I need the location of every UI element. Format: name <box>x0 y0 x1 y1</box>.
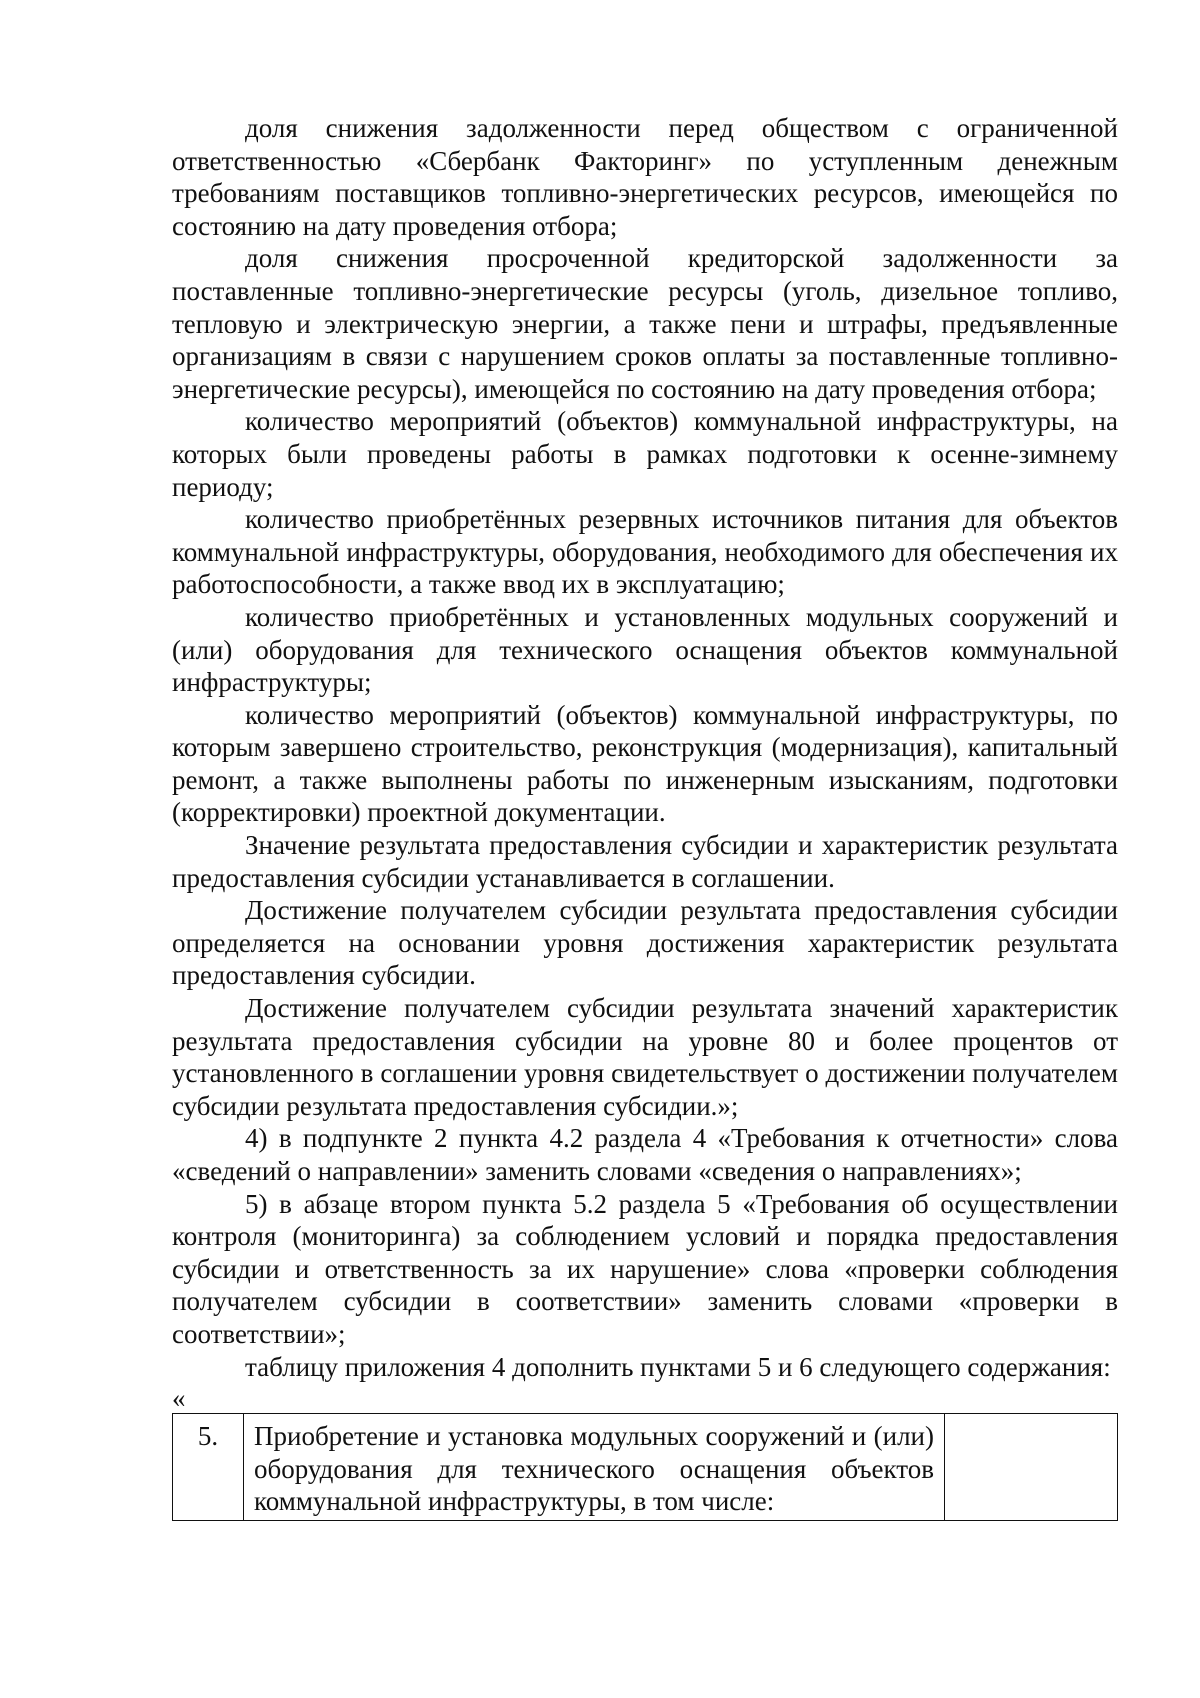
paragraph: количество приобретённых резервных источников питания для объектов коммунальной инфраструктуры, оборудования, необходимого для обеспечения их работоспособности, а также ввод их в эксплуатацию; <box>172 504 1118 600</box>
row-number-cell: 5. <box>173 1414 244 1521</box>
paragraph: Значение результата предоставления субсидии и характеристик результата предоставления субсидии устанавливается в соглашении. <box>172 830 1118 893</box>
paragraph: 5) в абзаце втором пункта 5.2 раздела 5 «Требования об осуществлении контроля (мониторинга) за соблюдением условий и порядка предоставления субсидии и ответственность за их нарушение» слова «проверки соблюдения получателем субсидии в соответствии» заменить словами «проверки в соответствии»; <box>172 1188 1118 1349</box>
document-page <box>172 112 1118 1521</box>
paragraph: доля снижения задолженности перед обществом с ограниченной ответственностью «Сбербанк Факторинг» по уступленным денежным требованиям поставщиков топливно-энергетических ресурсов, имеющейся по состоянию на дату проведения отбора; <box>172 113 1118 241</box>
paragraph: количество мероприятий (объектов) коммунальной инфраструктуры, по которым завершено строительство, реконструкция (модернизация), капитальный ремонт, а также выполнены работы по инженерным изысканиям, подготовки (корректировки) проектной документации. <box>172 699 1118 828</box>
row-value-cell <box>945 1414 1118 1521</box>
row-text-cell: Приобретение и установка модульных сооружений и (или) оборудования для технического оснащения объектов коммунальной инфраструктуры, в том числе: <box>244 1414 945 1521</box>
paragraph: Достижение получателем субсидии результата значений характеристик результата предоставления субсидии на уровне 80 и более процентов от установленного в соглашении уровня свидетельствует о достижении получателем субсидии результата предоставления субсидии.»; <box>172 993 1118 1121</box>
paragraph: Достижение получателем субсидии результата предоставления субсидии определяется на основании уровня достижения характеристик результата предоставления субсидии. <box>172 895 1118 991</box>
paragraph: доля снижения просроченной кредиторской задолженности за поставленные топливно-энергетические ресурсы (уголь, дизельное топливо, тепловую и электрическую энергии, а также пени и штрафы, предъявленные организациям в связи с нарушением сроков оплаты за поставленные топливно-энергетические ресурсы), имеющейся по состоянию на дату проведения отбора; <box>172 243 1118 404</box>
opening-quote-mark: « <box>172 1383 186 1414</box>
table-row <box>173 1414 1118 1521</box>
paragraph: 4) в подпункте 2 пункта 4.2 раздела 4 «Требования к отчетности» слова «сведений о направлении» заменить словами «сведения о направлениях»; <box>172 1123 1118 1186</box>
paragraph: количество приобретённых и установленных модульных сооружений и (или) оборудования для технического оснащения объектов коммунальной инфраструктуры; <box>172 601 1118 698</box>
paragraph: количество мероприятий (объектов) коммунальной инфраструктуры, на которых были проведены работы в рамках подготовки к осенне-зимнему периоду; <box>172 406 1118 502</box>
appendix-table <box>172 1413 1118 1521</box>
paragraph: таблицу приложения 4 дополнить пунктами 5 и 6 следующего содержания: <box>245 1351 1111 1382</box>
